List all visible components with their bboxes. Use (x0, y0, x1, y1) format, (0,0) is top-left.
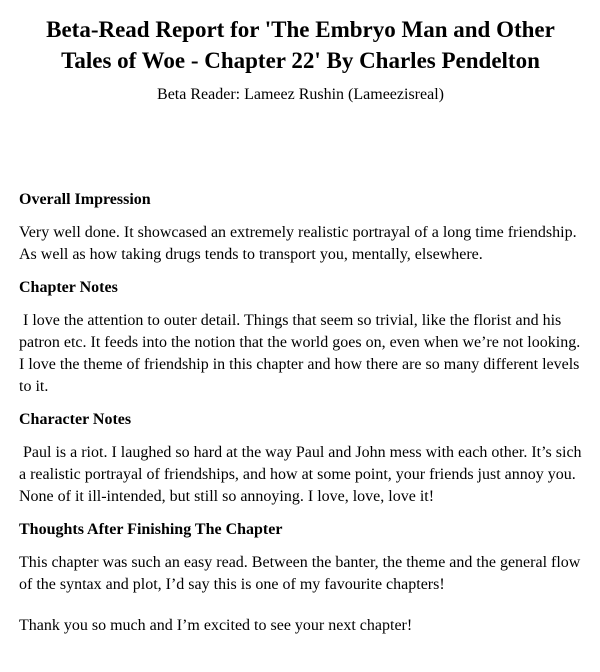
section-thoughts-after-finishing (19, 519, 585, 596)
section-body: Very well done. It showcased an extremely realistic portrayal of a long time friendship. As well as how taking drugs tends to transport you, mentally, elsewhere. (19, 224, 580, 263)
section-character-notes (19, 409, 586, 508)
section-heading: Character Notes (19, 411, 132, 428)
section-heading: Chapter Notes (19, 279, 118, 296)
section-body: Paul is a riot. I laughed so hard at the way Paul and John mess with each other. It’s sich a realistic portrayal of friendships, and how at some point, your friends just annoy you. None of it ill-intended, but still so annoying. I love, love, love it! (19, 444, 586, 505)
section-overall-impression (19, 189, 582, 266)
section-heading: Thoughts After Finishing The Chapter (19, 521, 283, 538)
section-body: This chapter was such an easy read. Between the banter, the theme and the general flow of the syntax and plot, I’d say this is one of my favourite chapters! (19, 554, 585, 593)
beta-reader-line: Beta Reader: Lameez Rushin (Lameezisreal) (157, 86, 444, 103)
section-heading: Overall Impression (19, 191, 151, 208)
closing-line: Thank you so much and I’m excited to see your next chapter! (19, 617, 413, 634)
report-content (19, 189, 586, 637)
section-chapter-notes (19, 277, 585, 398)
report-title: Beta-Read Report for 'The Embryo Man and Other Tales of Woe - Chapter 22' By Charles Pendelton (46, 17, 555, 73)
section-body: I love the attention to outer detail. Things that seem so trivial, like the florist and his patron etc. It feeds into the notion that the world goes on, even when we’re not looking. I love the theme of friendship in this chapter and how there are so many different levels to it. (19, 312, 585, 395)
